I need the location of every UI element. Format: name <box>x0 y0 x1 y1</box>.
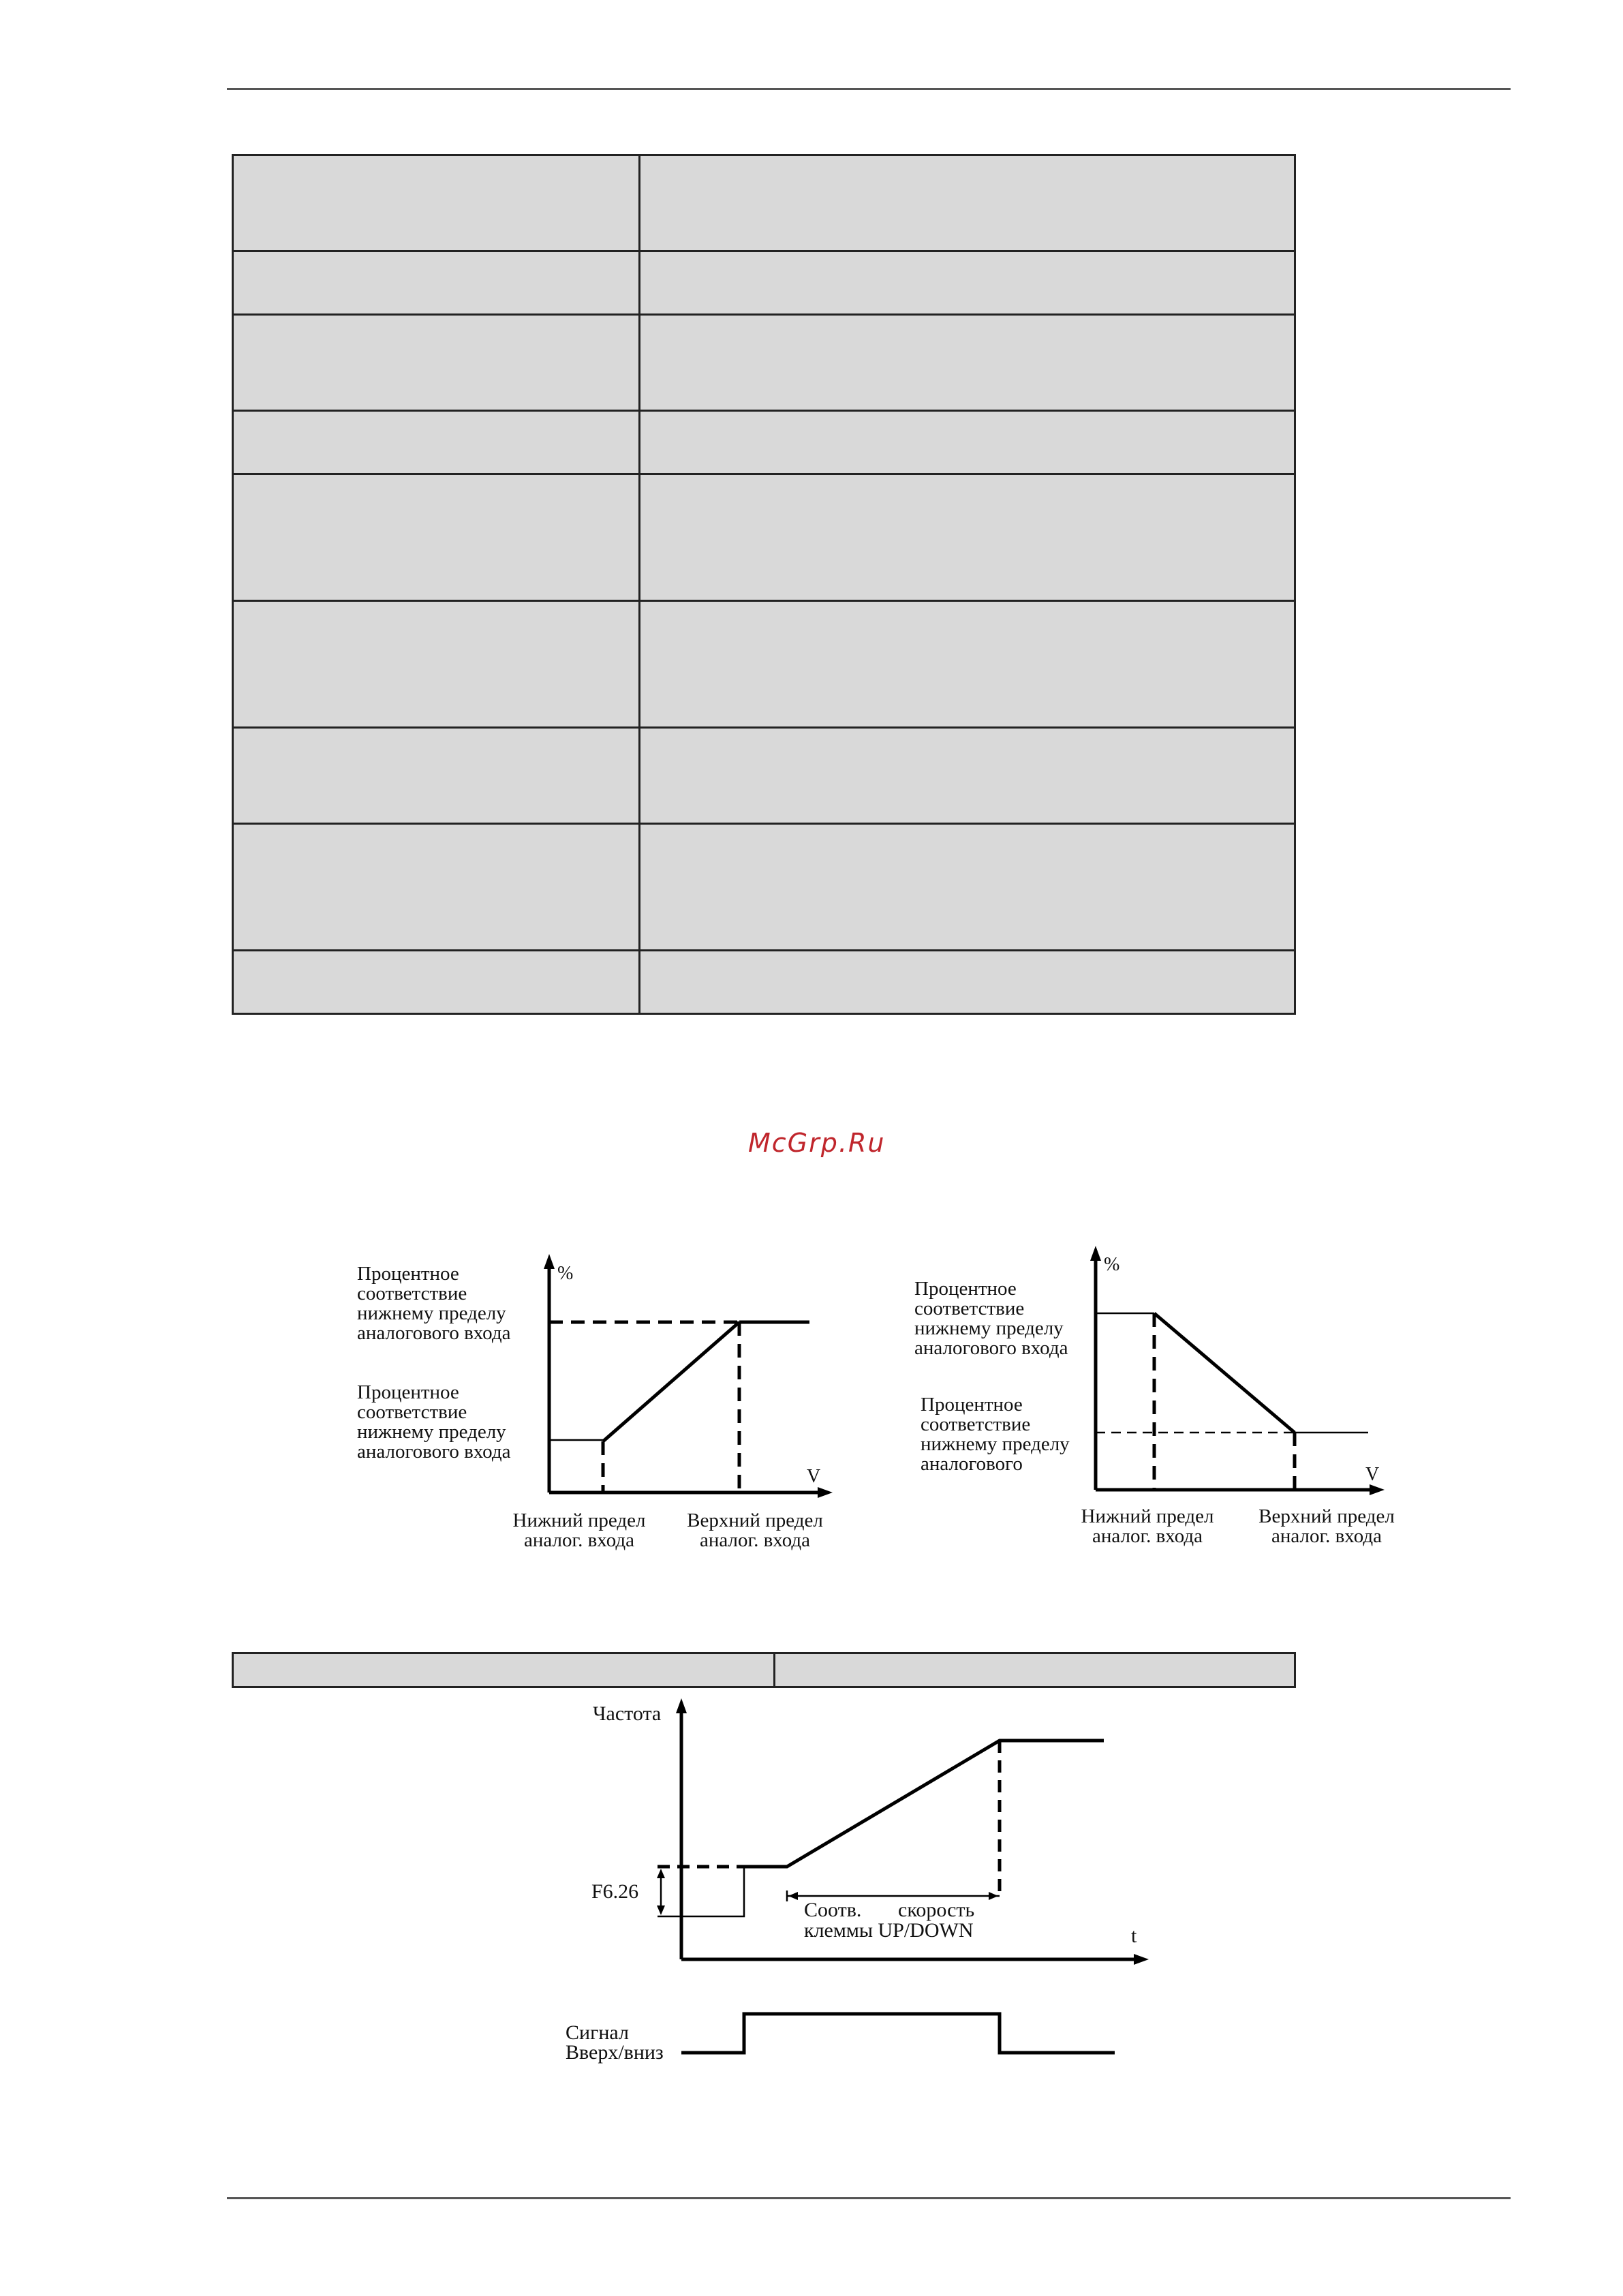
parameter-table <box>232 154 1296 1015</box>
rate-label: Соотв. <box>804 1899 862 1921</box>
y-axis-label: % <box>1104 1254 1120 1275</box>
updown-header-table <box>232 1652 1296 1688</box>
table-row <box>233 1653 1295 1687</box>
table-cell <box>640 474 1295 601</box>
lower-label-line: аналогового <box>921 1453 1023 1475</box>
x-high-label: Верхний предел <box>1258 1505 1395 1527</box>
table-row <box>233 728 1295 824</box>
x-axis-label: V <box>1365 1464 1380 1485</box>
y-axis-label: % <box>557 1263 574 1284</box>
table-row <box>233 155 1295 251</box>
characteristic-line <box>1154 1313 1295 1433</box>
table-cell <box>233 155 640 251</box>
table-cell <box>640 411 1295 474</box>
table-cell <box>233 251 640 315</box>
upper-label-line: аналогового входа <box>357 1322 511 1344</box>
table-row <box>233 251 1295 315</box>
x-arrow-icon <box>1134 1954 1149 1965</box>
figure-right <box>899 1240 1404 1554</box>
bracket-arrow-up-icon <box>657 1869 665 1878</box>
signal-label: Сигнал <box>566 2021 629 2044</box>
lower-label-line: нижнему пределу <box>357 1421 506 1443</box>
x-high-label: Верхний предел <box>687 1510 823 1531</box>
table-row <box>233 411 1295 474</box>
y-axis-label: Частота <box>593 1702 662 1725</box>
x-low-label: аналог. входа <box>524 1529 634 1551</box>
table-cell <box>233 474 640 601</box>
lower-label-line: аналогового входа <box>357 1441 511 1463</box>
table-cell <box>640 155 1295 251</box>
upper-label-line: Процентное <box>357 1263 459 1285</box>
x-axis-label: V <box>807 1466 821 1487</box>
y-arrow-icon <box>676 1698 687 1713</box>
table-cell <box>233 951 640 1014</box>
bracket-arrow-down-icon <box>657 1905 665 1915</box>
updown-signal <box>681 2014 1115 2053</box>
x-arrow-icon <box>818 1487 833 1498</box>
table-cell <box>640 601 1295 728</box>
table-cell <box>233 601 640 728</box>
table-row <box>233 474 1295 601</box>
upper-label-line: нижнему пределу <box>914 1317 1064 1339</box>
table-cell <box>640 251 1295 315</box>
param-label: F6.26 <box>591 1880 639 1903</box>
table-cell <box>640 951 1295 1014</box>
table-row <box>233 315 1295 411</box>
y-arrow-icon <box>544 1254 555 1269</box>
lower-label-line: нижнему пределу <box>921 1433 1070 1455</box>
figure-updown <box>559 1690 1172 2072</box>
table-row <box>233 601 1295 728</box>
table-cell <box>233 824 640 951</box>
table-row <box>233 824 1295 951</box>
watermark: McGrp.Ru <box>748 1128 886 1158</box>
x-axis-label: t <box>1131 1925 1137 1947</box>
x-low-label: Нижний предел <box>512 1510 646 1531</box>
x-high-label: аналог. входа <box>700 1529 810 1551</box>
figure-left <box>341 1247 845 1561</box>
lower-label-line: соответствие <box>921 1413 1031 1435</box>
table-cell <box>775 1653 1295 1687</box>
lower-label-line: Процентное <box>357 1381 459 1403</box>
table-cell <box>233 1653 775 1687</box>
rate-label: клеммы UP/DOWN <box>804 1919 974 1942</box>
table-cell <box>640 728 1295 824</box>
lower-label-line: Процентное <box>921 1394 1023 1415</box>
lower-label-line: соответствие <box>357 1401 467 1423</box>
table-cell <box>233 728 640 824</box>
upper-label-line: соответствие <box>357 1283 467 1304</box>
x-low-label: аналог. входа <box>1092 1525 1203 1547</box>
table-row <box>233 951 1295 1014</box>
upper-label-line: соответствие <box>914 1298 1025 1319</box>
upper-label-line: аналогового входа <box>914 1337 1068 1359</box>
x-low-label: Нижний предел <box>1081 1505 1214 1527</box>
rate-arrow-right-icon <box>989 1892 998 1900</box>
header-rule <box>227 88 1511 90</box>
table-cell <box>640 315 1295 411</box>
rate-arrow-left-icon <box>788 1892 798 1900</box>
initial-step <box>658 1867 744 1916</box>
footer-rule <box>227 2197 1511 2199</box>
signal-label: Вверх/вниз <box>566 2041 664 2064</box>
y-arrow-icon <box>1090 1246 1101 1261</box>
upper-label-line: нижнему пределу <box>357 1302 506 1324</box>
table-cell <box>233 411 640 474</box>
table-cell <box>640 824 1295 951</box>
x-high-label: аналог. входа <box>1271 1525 1382 1547</box>
upper-label-line: Процентное <box>914 1278 1017 1300</box>
x-arrow-icon <box>1370 1484 1385 1495</box>
frequency-curve <box>744 1741 1104 1867</box>
characteristic-line <box>603 1322 739 1441</box>
rate-label: скорость <box>898 1899 975 1921</box>
table-cell <box>233 315 640 411</box>
